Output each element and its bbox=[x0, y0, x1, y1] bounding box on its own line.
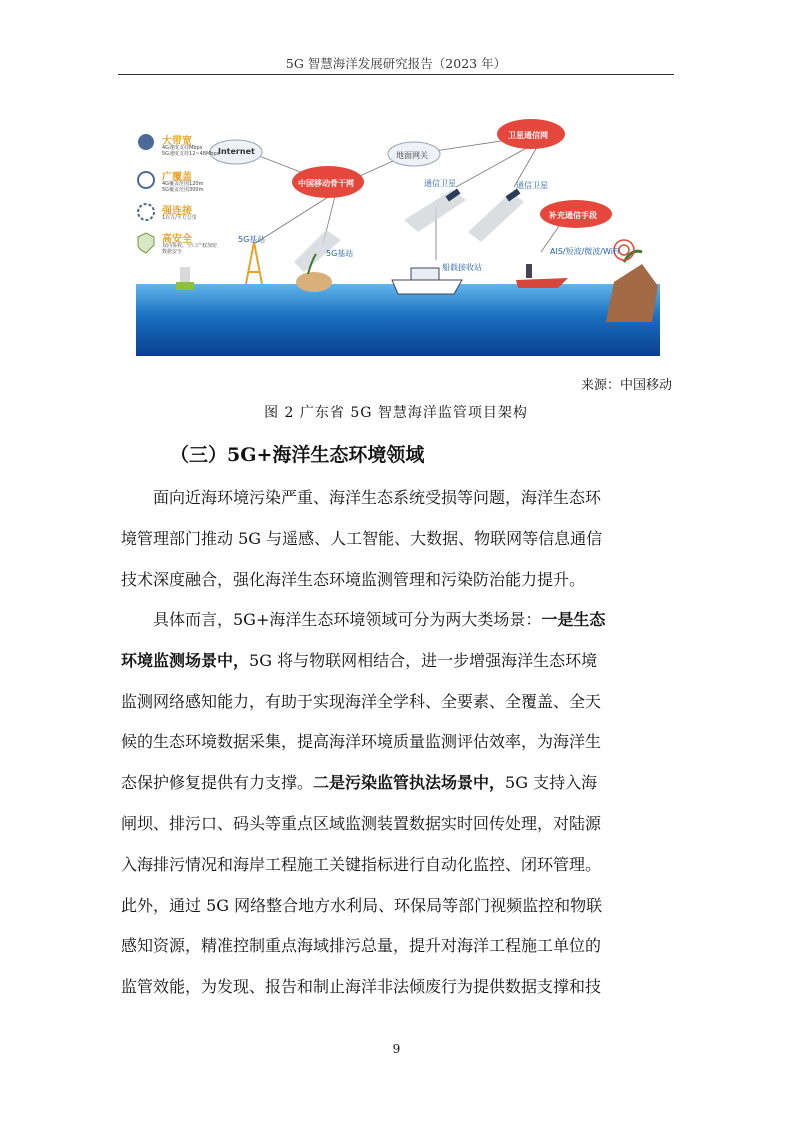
text-line bbox=[121, 600, 673, 641]
cmcc-net-label: 中国移动骨干网 bbox=[298, 179, 354, 188]
legend-title: 强连接 bbox=[162, 206, 192, 217]
text-line: 境管理部门推动 5G 与遥感、人工智能、大数据、物联网等信息通信 bbox=[121, 528, 603, 548]
running-header: 5G 智慧海洋发展研究报告（2023 年） bbox=[285, 56, 507, 71]
text-line bbox=[121, 641, 673, 682]
coverage-icon bbox=[138, 172, 154, 188]
gateway-label: 地面网关 bbox=[396, 151, 428, 160]
sat1-label: 通信卫星 bbox=[424, 179, 456, 188]
paragraph-1 bbox=[121, 478, 673, 600]
connection-icon bbox=[138, 204, 154, 220]
legend-title: 大带宽 bbox=[162, 136, 192, 147]
bold-run: 二是污染监管执法场景中， bbox=[313, 773, 506, 793]
architecture-figure bbox=[136, 112, 660, 356]
security-icon bbox=[138, 233, 154, 253]
text-run: 态保护修复提供有力支撑。 bbox=[121, 773, 314, 793]
text-line: 监管效能，为发现、报告和制止海洋非法倾废行为提供数据支撑和技 bbox=[121, 977, 602, 997]
text-line: 感知资源，精准控制重点海域排污总量，提升对海洋工程施工单位的 bbox=[121, 936, 602, 956]
legend-title: 高安全 bbox=[162, 234, 192, 245]
text-line: 面向近海环境污染严重、海洋生态系统受损等问题，海洋生态环 bbox=[153, 488, 602, 507]
page-number: 9 bbox=[392, 1042, 401, 1056]
legend-title: 广覆盖 bbox=[162, 172, 192, 183]
bs2-label: 5G基站 bbox=[326, 249, 354, 258]
bs1-label: 5G基站 bbox=[238, 235, 266, 244]
legend-desc: 数据安全 bbox=[162, 249, 183, 255]
legend-desc: 4G速度支持Mbps bbox=[162, 145, 203, 151]
sat-network-label: 卫星通信网 bbox=[508, 131, 548, 140]
text-run: 5G 支持入海 bbox=[505, 773, 598, 793]
speedboat-icon bbox=[516, 264, 568, 288]
text-line: 此外，通过 5G 网络整合地方水利局、环保局等部门视频监控和物联 bbox=[121, 895, 603, 915]
internet-label: Internet bbox=[218, 147, 255, 156]
lighthouse-icon bbox=[176, 267, 194, 290]
text-line: 入海排污情况和海岸工程施工关键指标进行自动化监控、闭环管理。 bbox=[121, 854, 602, 874]
rock-island-icon bbox=[606, 251, 658, 322]
legend-icons bbox=[138, 134, 154, 253]
bold-run: 一是生态 bbox=[541, 610, 606, 629]
text-line: 闸坝、排污口、码头等重点区域监测装置数据实时回传处理，对陆源 bbox=[121, 813, 602, 833]
tower-icon bbox=[246, 242, 262, 284]
legend-desc: 5G速度支持12~48Mbps bbox=[162, 151, 220, 157]
figure-source: 来源：中国移动 bbox=[580, 378, 672, 393]
text-line: 候的生态环境数据采集，提高海洋环境质量监测评估效率，为海洋生 bbox=[121, 732, 602, 752]
bold-run: 环境监测场景中， bbox=[121, 650, 250, 670]
supplement-label: 补充通信手段 bbox=[549, 211, 597, 220]
ship-station-label: 船载接收站 bbox=[442, 263, 482, 272]
bandwidth-icon bbox=[138, 134, 154, 150]
text-line bbox=[121, 763, 673, 804]
text-line: 技术深度融合，强化海洋生态环境监测管理和污染防治能力提升。 bbox=[121, 569, 586, 589]
ais-label: AIS/短波/微波/WiFi bbox=[550, 247, 620, 256]
legend-desc: 5G覆盖范围300m bbox=[162, 187, 204, 193]
text-line: 监测网络感知能力，有助于实现海洋全学科、全要素、全覆盖、全天 bbox=[121, 691, 602, 711]
header-rule bbox=[118, 74, 674, 75]
text-run: 具体而言，5G+海洋生态环境领域可分为两大类场景： bbox=[153, 610, 542, 629]
legend-desc: 1百万/平方公里 bbox=[162, 215, 197, 221]
legend-desc: 双向鉴权，空口产权加密 bbox=[162, 243, 218, 249]
figure-caption: 图 2 广东省 5G 智慧海洋监管项目架构 bbox=[264, 405, 528, 421]
figure-graphics bbox=[136, 112, 660, 356]
section-title: （三）5G+海洋生态环境领域 bbox=[170, 444, 425, 466]
sat2-label: 通信卫星 bbox=[516, 181, 548, 190]
legend-desc: 4G覆盖范围120m bbox=[162, 181, 204, 187]
satellite-beams bbox=[294, 190, 524, 272]
text-run: 5G 将与物联网相结合，进一步增强海洋生态环境 bbox=[249, 650, 598, 670]
paragraph-2 bbox=[121, 600, 673, 1008]
